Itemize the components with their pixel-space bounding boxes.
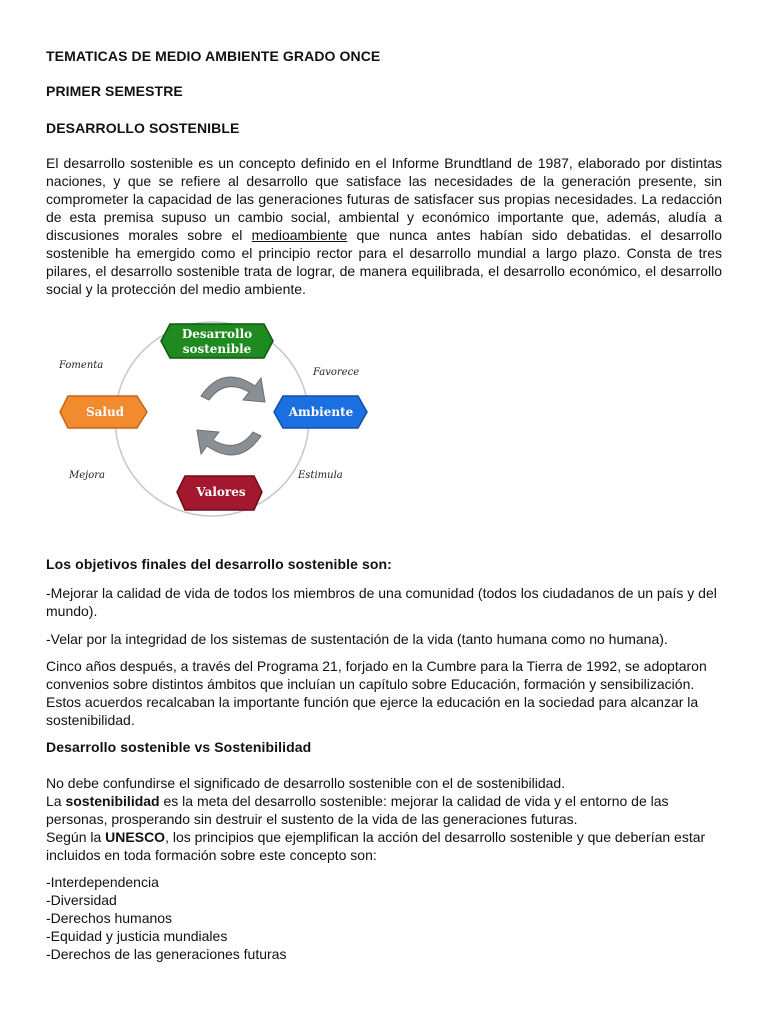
objective-2: -Velar por la integridad de los sistemas de sustentación de la vida (tanto humana como no humana). — [46, 631, 668, 647]
vs-sostenibilidad-bold: sostenibilidad — [65, 793, 160, 809]
intro-paragraph — [46, 154, 722, 298]
programa-21-paragraph: Cinco años después, a través del Programa 21, forjado en la Cumbre para la Tierra de 1992, se adoptaron convenios sobre distintos ámbitos que incluían un capítulo sobre Educación, formación y sensibilización. Estos acuerdos recalcaban la importante función que ejerce la educación en la sociedad para alcanzar la sostenibilidad. — [46, 658, 707, 728]
document-title: TEMATICAS DE MEDIO AMBIENTE GRADO ONCE — [46, 48, 381, 64]
left-node-salud — [60, 396, 147, 428]
label-estimula: Estimula — [298, 470, 343, 481]
principle-item: -Interdependencia — [46, 874, 159, 890]
vs-sostenibilidad-line — [46, 792, 722, 828]
section-heading-desarrollo-sostenible: DESARROLLO SOSTENIBLE — [46, 120, 240, 136]
label-mejora: Mejora — [69, 470, 106, 481]
vs-paragraph — [46, 774, 722, 864]
sustainability-cycle-diagram — [55, 318, 375, 520]
cycle-arrow-bottom-icon — [197, 430, 261, 455]
top-node-desarrollo-sostenible — [161, 324, 273, 358]
vs-unesco-line — [46, 828, 722, 864]
cycle-arrow-top-icon — [201, 377, 265, 402]
vs-la: La — [46, 793, 66, 809]
bottom-node-label: Valores — [196, 485, 246, 499]
top-node-label-1: Desarrollo — [181, 327, 253, 341]
principle-item: -Derechos de las generaciones futuras — [46, 946, 287, 962]
objective-1: -Mejorar la calidad de vida de todos los miembros de una comunidad (todos los ciudadanos de un país y del mundo). — [46, 585, 717, 619]
section-heading-vs: Desarrollo sostenible vs Sostenibilidad — [46, 739, 312, 755]
medioambiente-link[interactable]: medioambiente — [251, 227, 348, 243]
unesco-after: , los principios que ejemplifican la acción del desarrollo sostenible y que deberían estar incluidos en toda formación sobre este concepto son: — [46, 829, 706, 863]
top-node-label-2: sostenible — [182, 342, 252, 356]
principle-item: -Derechos humanos — [46, 910, 173, 926]
left-node-label: Salud — [85, 405, 125, 419]
label-fomenta: Fomenta — [59, 360, 104, 371]
principle-item: -Equidad y justicia mundiales — [46, 928, 228, 944]
intro-text-end: que nunca antes habían sido debatidas. el desarrollo sostenible ha emergido como el principio rector para el desarrollo mundial a largo plazo. Consta de tres pilares, el desarrollo sostenible trata de lograr, de manera equilibrada, el desarrollo económico, el desarrollo social y la protección del medio ambiente. — [46, 227, 723, 297]
unesco-before: Según la — [46, 829, 106, 845]
unesco-bold: UNESCO — [105, 829, 166, 845]
principle-item: -Diversidad — [46, 892, 117, 908]
bottom-node-valores — [177, 476, 262, 510]
semester-heading: PRIMER SEMESTRE — [46, 83, 183, 99]
right-node-label: Ambiente — [288, 405, 354, 419]
label-favorece: Favorece — [313, 367, 360, 378]
intro-text-start: El desarrollo sostenible es un concepto definido en el Informe Brundtland de 1987, elaborado por distintas naciones, y que se refiere al desarrollo que satisface las necesidades de la generación presente, sin comprometer la capacidad de las generaciones futuras de satisfacer sus propias necesidades. La redacción de esta premisa supuso un cambio social, ambiental y económico importante que, además, aludía a discusiones morales sobre el — [46, 155, 722, 243]
vs-line-1: No debe confundirse el significado de desarrollo sostenible con el de sostenibilidad. — [46, 775, 566, 791]
principles-list — [46, 873, 722, 963]
objectives-heading: Los objetivos finales del desarrollo sostenible son: — [46, 556, 392, 572]
vs-rest: es la meta del desarrollo sostenible: mejorar la calidad de vida y el entorno de las personas, prosperando sin destruir el sustento de la vida de las generaciones futuras. — [46, 793, 669, 827]
right-node-ambiente — [274, 396, 367, 428]
